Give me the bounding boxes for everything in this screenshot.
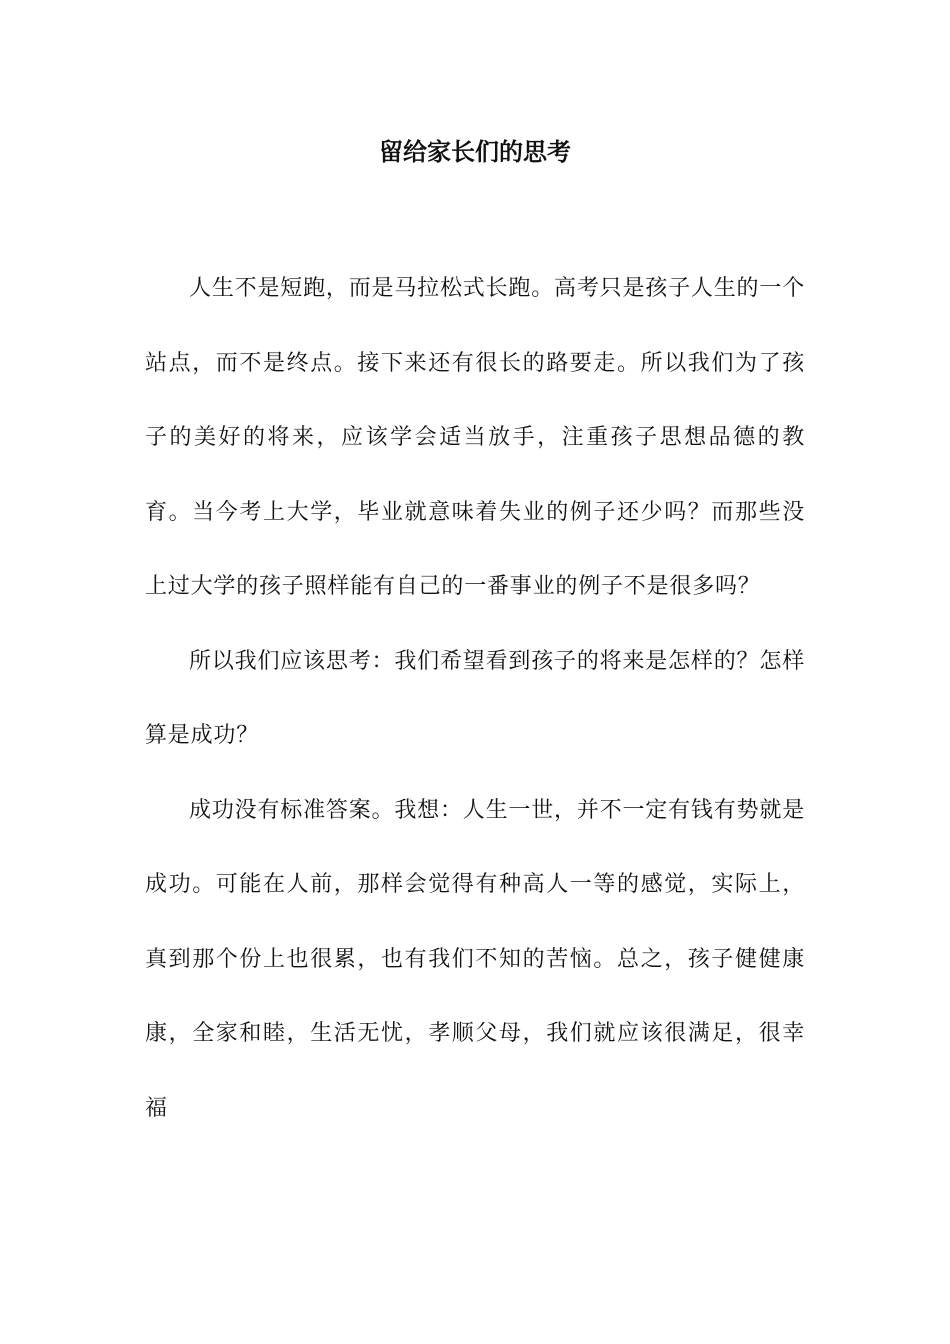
paragraph-2: 所以我们应该思考：我们希望看到孩子的将来是怎样的？怎样算是成功？ xyxy=(145,648,805,748)
document-body xyxy=(145,252,805,1146)
paragraph-3: 成功没有标准答案。我想：人生一世，并不一定有钱有势就是成功。可能在人前，那样会觉得有种高人一等的感觉，实际上，真到那个份上也很累，也有我们不知的苦恼。总之，孩子健健康康，全家和睦，生活无忧，孝顺父母，我们就应该很满足，很幸福 xyxy=(145,797,805,1121)
document-title: 留给家长们的思考 xyxy=(379,137,571,166)
paragraph-1: 人生不是短跑，而是马拉松式长跑。高考只是孩子人生的一个站点，而不是终点。接下来还有很长的路要走。所以我们为了孩子的美好的将来，应该学会适当放手，注重孩子思想品德的教育。当今考上大学，毕业就意味着失业的例子还少吗？而那些没上过大学的孩子照样能有自己的一番事业的例子不是很多吗？ xyxy=(145,276,805,599)
